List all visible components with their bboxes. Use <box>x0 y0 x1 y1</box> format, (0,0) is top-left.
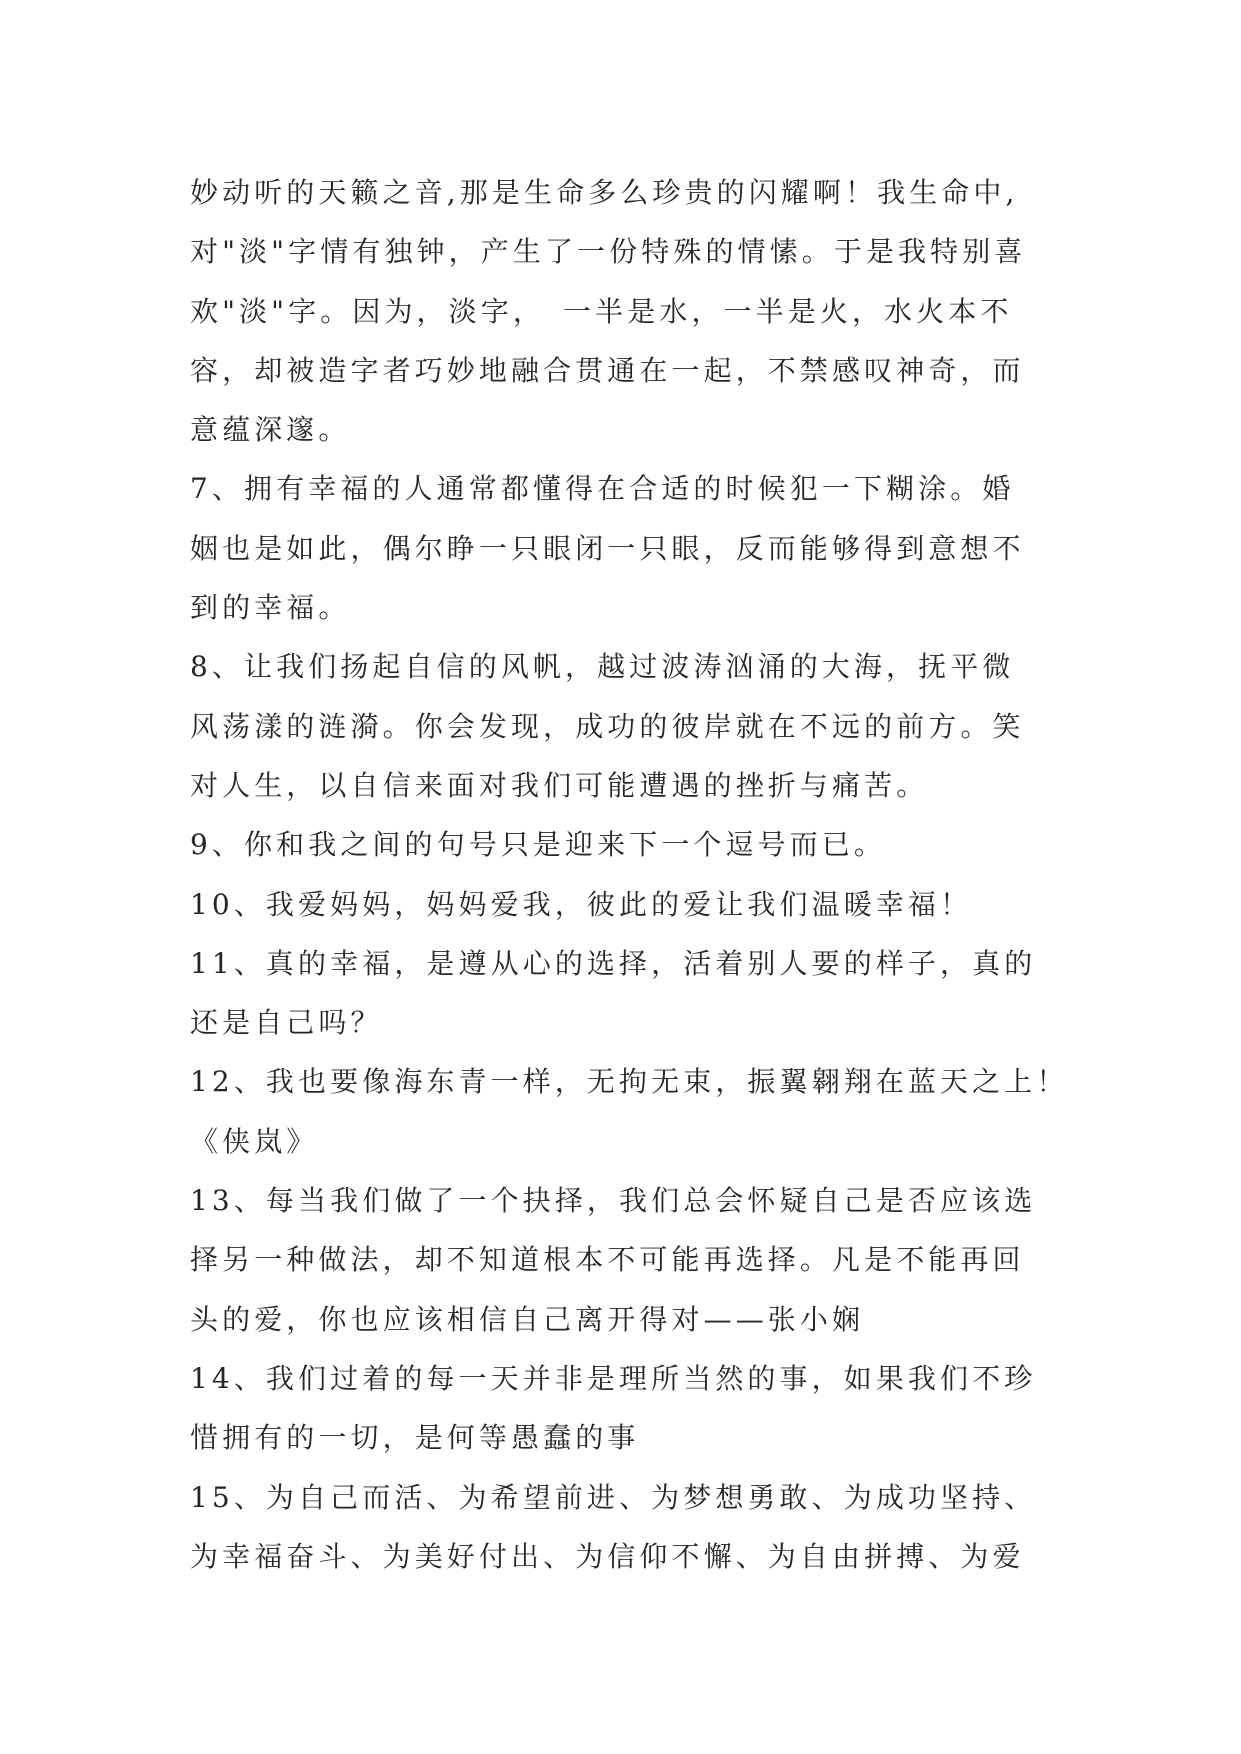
text-line: 15、为自己而活、为希望前进、为梦想勇敢、为成功坚持、 <box>190 1480 1037 1514</box>
text-line: 《侠岚》 <box>190 1124 319 1158</box>
text-line: 11、真的幸福，是遵从心的选择，活着别人要的样子，真的 <box>190 946 1037 980</box>
text-line: 12、我也要像海东青一样，无拘无束，振翼翱翔在蓝天之上！ <box>190 1065 1069 1099</box>
text-line: 还是自己吗？ <box>190 1006 383 1040</box>
text-line: 对"淡"字情有独钟，产生了一份特殊的情愫。于是我特别喜 <box>190 235 1027 269</box>
text-line: 9、你和我之间的句号只是迎来下一个逗号而已。 <box>190 828 887 862</box>
text-line: 姻也是如此，偶尔睁一只眼闭一只眼，反而能够得到意想不 <box>190 531 1025 565</box>
text-line: 14、我们过着的每一天并非是理所当然的事，如果我们不珍 <box>190 1361 1037 1395</box>
text-line: 对人生，以自信来面对我们可能遭遇的挫折与痛苦。 <box>190 768 929 802</box>
text-line: 10、我爱妈妈，妈妈爱我，彼此的爱让我们温暖幸福！ <box>190 887 973 921</box>
document-body <box>190 163 1090 1586</box>
text-line: 风荡漾的涟漪。你会发现，成功的彼岸就在不远的前方。笑 <box>190 709 1025 743</box>
text-line: 13、每当我们做了一个抉择，我们总会怀疑自己是否应该选 <box>190 1184 1037 1218</box>
text-line: 惜拥有的一切，是何等愚蠢的事 <box>190 1421 640 1455</box>
text-line: 8、让我们扬起自信的风帆，越过波涛汹涌的大海，抚平微 <box>190 650 1015 684</box>
text-line: 意蕴深邃。 <box>190 413 351 447</box>
text-line: 容，却被造字者巧妙地融合贯通在一起，不禁感叹神奇，而 <box>190 353 1025 387</box>
text-line: 7、拥有幸福的人通常都懂得在合适的时候犯一下糊涂。婚 <box>190 472 1015 506</box>
text-line: 择另一种做法，却不知道根本不可能再选择。凡是不能再回 <box>190 1243 1025 1277</box>
text-line: 为幸福奋斗、为美好付出、为信仰不懈、为自由拼搏、为爱 <box>190 1539 1025 1573</box>
text-line: 欢"淡"字。因为，淡字， 一半是水，一半是火，水火本不 <box>190 294 1013 328</box>
text-line: 头的爱，你也应该相信自己离开得对——张小娴 <box>190 1302 865 1336</box>
text-line: 妙动听的天籁之音,那是生命多么珍贵的闪耀啊！我生命中, <box>190 176 1019 209</box>
text-line: 到的幸福。 <box>190 591 351 625</box>
